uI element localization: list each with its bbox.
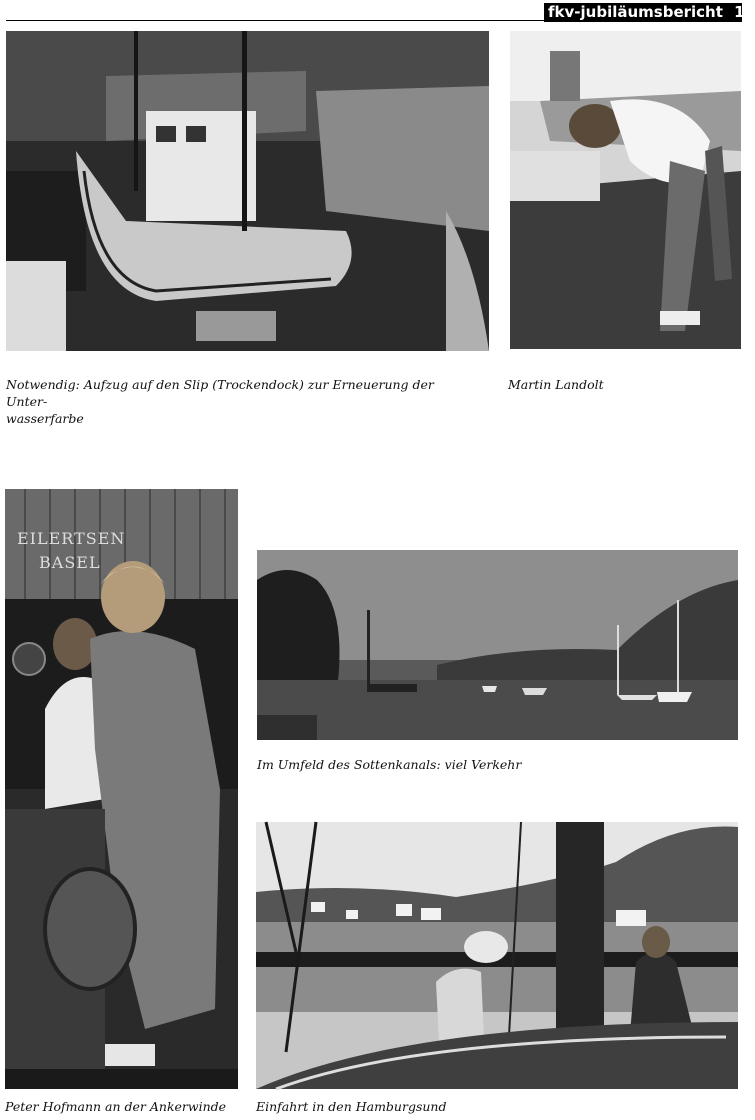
sottenkanal-caption: Im Umfeld des Sottenkanals: viel Verkehr bbox=[257, 757, 522, 772]
landolt-caption: Martin Landolt bbox=[508, 377, 604, 392]
header-title: fkv-jubiläumsbericht bbox=[548, 3, 723, 21]
boat-name-painted-text: EILERTSEN BASEL bbox=[17, 529, 126, 572]
martin-landolt-photo bbox=[510, 31, 741, 349]
hofmann-caption: Peter Hofmann an der Ankerwinde bbox=[5, 1099, 227, 1114]
hamburgsund-photo bbox=[256, 822, 738, 1089]
peter-hofmann-photo bbox=[5, 489, 238, 1089]
sottenkanal-photo bbox=[257, 550, 738, 740]
slip-caption: Notwendig: Aufzug auf den Slip (Trockendock) zur Erneuerung der Unter- wasserfarbe bbox=[6, 377, 434, 426]
hamburgsund-caption: Einfahrt in den Hamburgsund bbox=[256, 1099, 447, 1114]
running-header bbox=[544, 3, 755, 22]
page-number: 15 bbox=[734, 3, 755, 21]
boat-on-slip-photo bbox=[6, 31, 489, 351]
